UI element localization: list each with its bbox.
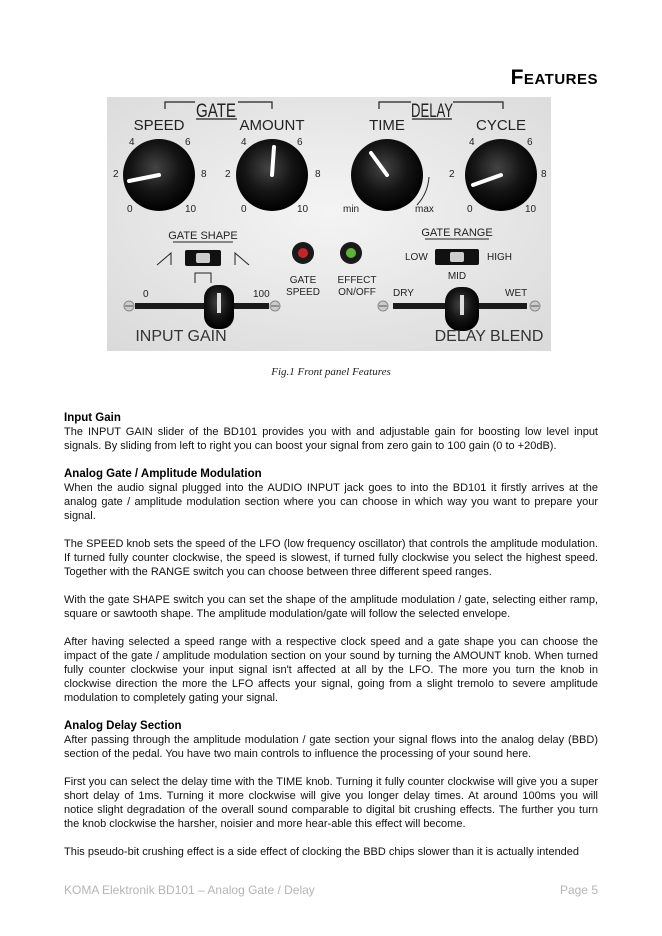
wet-label: WET (505, 288, 528, 299)
paragraph: After having selected a speed range with a respective clock speed and a gate shape you can choose the impact of the gate / amplitude modulation section on your sound by turning the AMOUNT knob. When turned fully counter clockwise your input signal isn't affected at all by the LFO. The more you turn the knob in clockwise direction the more the LFO affects your signal, going from a slight tremolo to severe amplitude modulation to completely gating your signal. (64, 636, 598, 704)
svg-text:10: 10 (185, 204, 197, 215)
svg-text:2: 2 (449, 169, 455, 180)
effect-led (340, 242, 362, 264)
section-heading: Analog Gate / Amplitude Modulation (64, 468, 262, 480)
paragraph: When the audio signal plugged into the AUDIO INPUT jack goes to into the BD101 it firstly arrives at the analog gate / amplitude modulation section where you can choose in which way you want to prepare your signal. (64, 482, 598, 522)
page-number: Page 5 (559, 883, 598, 897)
input-gain-label: INPUT GAIN (135, 328, 227, 345)
svg-text:6: 6 (297, 137, 303, 148)
svg-text:2: 2 (113, 169, 119, 180)
mid-label: MID (447, 271, 467, 282)
svg-text:4: 4 (129, 137, 135, 148)
svg-text:0: 0 (241, 204, 247, 215)
cycle-label: CYCLE (475, 117, 527, 134)
section-heading: Analog Delay Section (64, 720, 182, 732)
effect-label-line2: ON/OFF (338, 287, 376, 298)
svg-text:2: 2 (225, 169, 231, 180)
gate-shape-label: GATE SHAPE (168, 230, 238, 242)
svg-text:0: 0 (467, 204, 473, 215)
gate-shape-switch[interactable] (185, 250, 221, 266)
svg-text:8: 8 (315, 169, 321, 180)
gate-speed-label: GATE (289, 275, 317, 286)
effect-label: EFFECT (337, 275, 377, 286)
svg-text:6: 6 (527, 137, 533, 148)
svg-text:0: 0 (127, 204, 133, 215)
high-label: HIGH (487, 252, 512, 263)
paragraph: The SPEED knob sets the speed of the LFO (low frequency oscillator) that controls the amplitude modulation. If turned fully counter clockwise, the speed is slowest, if turned fully clockwise you select the highest speed. Together with the RANGE switch you can choose between three different speed ranges. (64, 538, 598, 578)
front-panel-photo (107, 97, 551, 351)
input-min-label: 0 (143, 289, 149, 300)
svg-text:max: max (415, 204, 434, 215)
paragraph: With the gate SHAPE switch you can set the shape of the amplitude modulation / gate, selecting either ramp, square or sawtooth shape. The amplitude modulation/gate will follow the selected envelope. (64, 594, 598, 620)
low-label: LOW (405, 252, 428, 263)
time-label: TIME (369, 117, 405, 134)
paragraph: After passing through the amplitude modulation / gate section your signal flows into the analog delay (BBD) section of the pedal. You have two main controls to influence the processing of your sound here. (64, 734, 598, 760)
svg-text:min: min (343, 204, 360, 215)
gate-range-label: GATE RANGE (421, 227, 493, 239)
dry-label: DRY (393, 288, 414, 299)
paragraph: First you can select the delay time with the TIME knob. Turning it fully counter clockwise will give you a super short delay of 1ms. Turning it more clockwise will give you longer delay times. At around 100ms you will notice slight degradation of the overall sound comparable to digital bit crushing effects. The further you turn the knob clockwise the harsher, noisier and more hear-able this effect will become. (64, 776, 598, 830)
input-max-label: 100 (253, 289, 270, 300)
svg-text:4: 4 (241, 137, 247, 148)
speed-label: SPEED (133, 117, 185, 134)
page-title: Features (510, 66, 598, 89)
gate-range-switch[interactable] (435, 249, 479, 265)
figure-caption: Fig.1 Front panel Features (271, 366, 391, 378)
paragraph: The INPUT GAIN slider of the BD101 provides you with and adjustable gain for boosting low level input signals. By sliding from left to right you can boost your signal from zero gain to 100 gain (0 to +20dB). (64, 426, 598, 452)
section-heading: Input Gain (64, 412, 121, 424)
svg-text:6: 6 (185, 137, 191, 148)
delay-blend-label: DELAY BLEND (434, 328, 544, 345)
svg-text:10: 10 (297, 204, 309, 215)
amount-label: AMOUNT (239, 117, 305, 134)
body-text (64, 411, 598, 859)
footer-title: KOMA Elektronik BD101 – Analog Gate / Delay (64, 883, 315, 897)
gate-speed-label-line2: SPEED (286, 287, 320, 298)
gate-speed-led (292, 242, 314, 264)
gate-group-label: GATE (196, 101, 236, 122)
svg-text:10: 10 (525, 204, 537, 215)
svg-text:8: 8 (541, 169, 547, 180)
delay-group-label: DELAY (411, 101, 454, 122)
paragraph: This pseudo-bit crushing effect is a side effect of clocking the BBD chips slower than it is actually intended (64, 846, 580, 858)
svg-text:4: 4 (469, 137, 475, 148)
svg-text:8: 8 (201, 169, 207, 180)
